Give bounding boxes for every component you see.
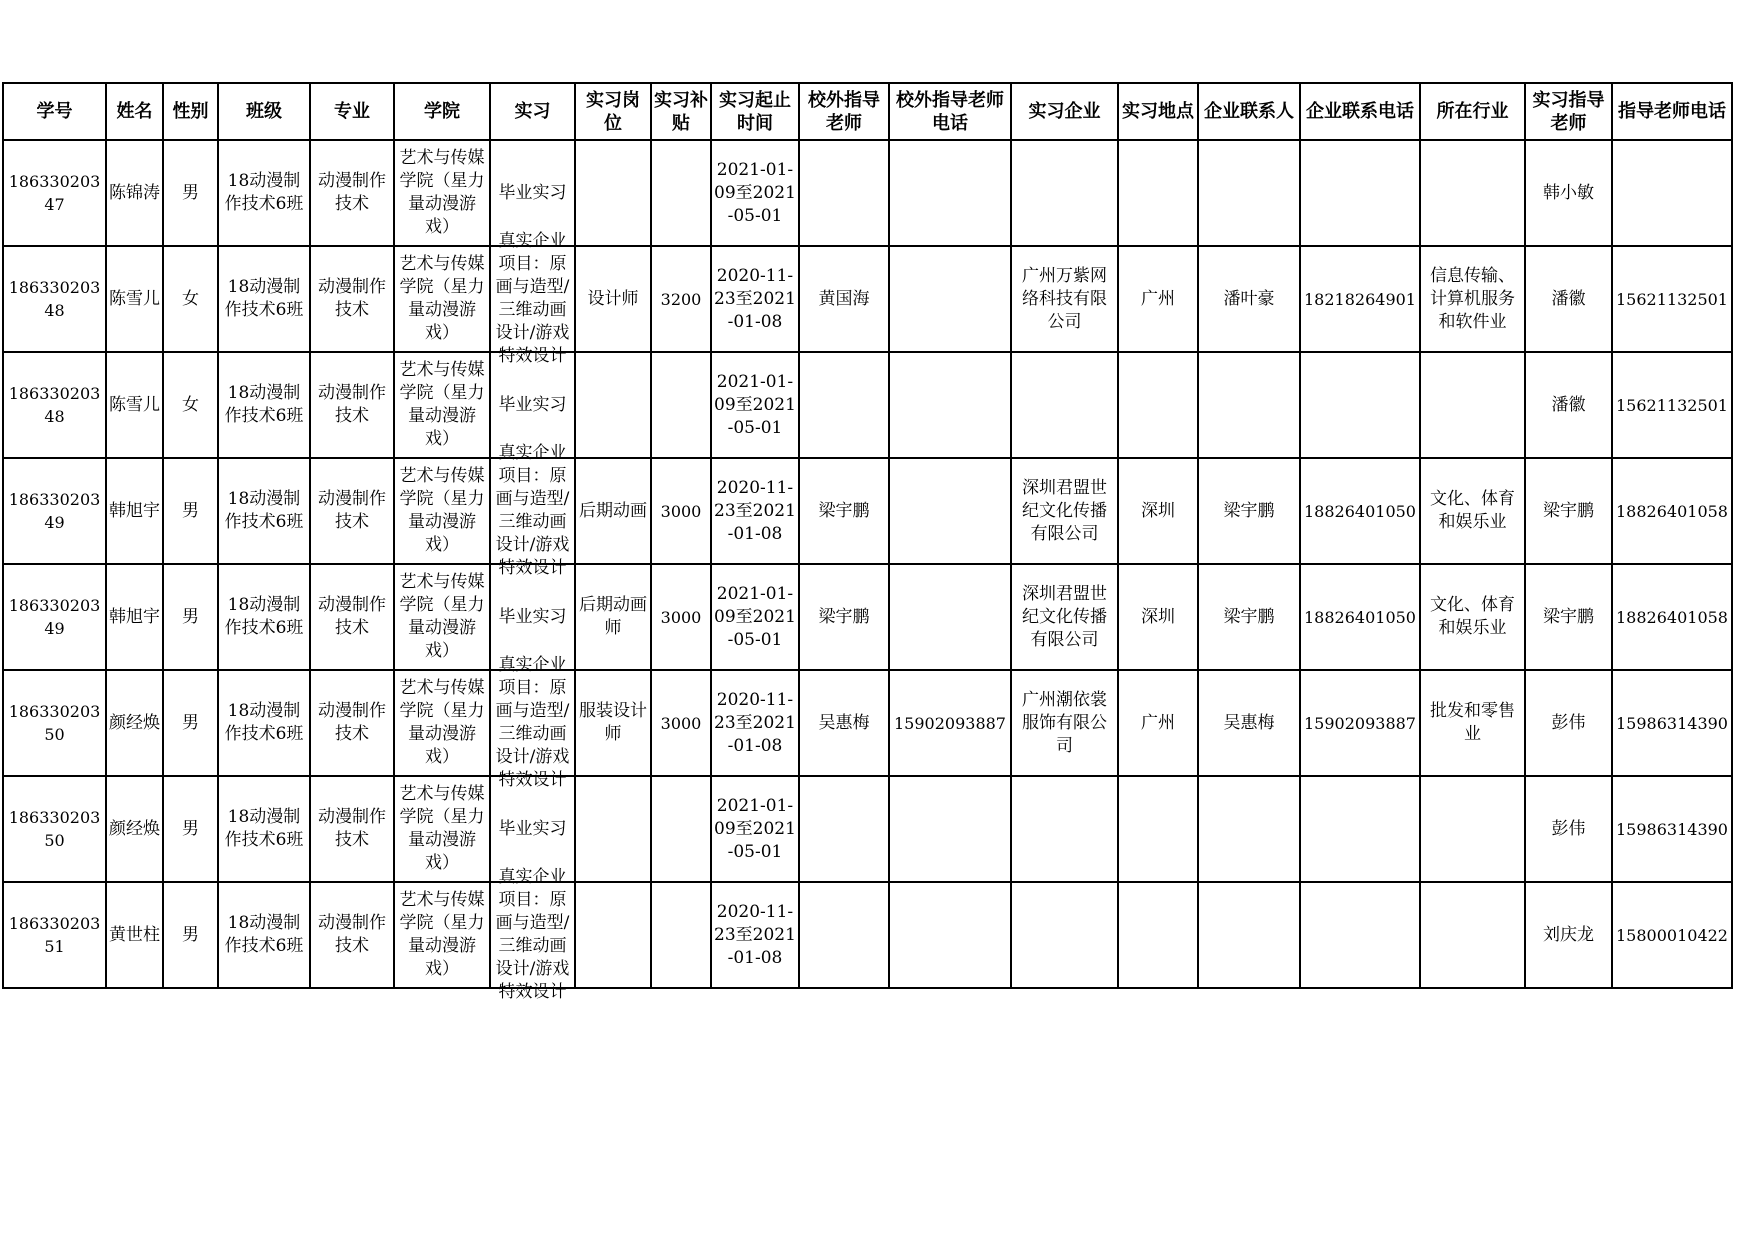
cell-text: 15621132501 [1616,289,1728,309]
cell-company-contact [1198,246,1300,352]
cell-text: 信息传输、计算机服务和软件业 [1430,265,1515,332]
cell-text: 3000 [660,607,702,627]
cell-subsidy [651,246,711,352]
cell-text: 3000 [660,713,702,733]
cell-text: 毕业实习 [498,182,567,203]
cell-text: 艺术与传媒学院（星力量动漫游戏） [399,148,485,237]
cell-period [711,140,799,246]
cell-text: 15902093887 [894,713,1006,733]
cell-class [218,882,310,988]
cell-text: 颜经焕 [109,712,160,733]
cell-college [394,776,490,882]
cell-text: 2020-11-23至2021-01-08 [714,689,796,756]
cell-external-mentor [799,882,889,988]
cell-gender [163,882,218,988]
cell-text: 女 [182,288,199,309]
cell-external-mentor-phone [889,882,1011,988]
cell-subsidy [651,776,711,882]
cell-internship [490,231,575,366]
header-name: 姓名 [106,83,163,140]
cell-major [310,458,394,564]
cell-external-mentor-phone [889,140,1011,246]
cell-student-id [3,140,106,246]
cell-period [711,246,799,352]
cell-company [1011,352,1118,458]
cell-text: 吴惠梅 [1223,712,1275,733]
cell-text: 15902093887 [1304,713,1416,733]
cell-external-mentor-phone [889,352,1011,458]
cell-name [106,882,163,988]
cell-text: 毕业实习 [498,818,567,839]
cell-company-phone [1300,776,1420,882]
cell-external-mentor-phone [889,458,1011,564]
header-subsidy: 实习补贴 [651,83,711,140]
cell-college [394,458,490,564]
header-mentor: 实习指导老师 [1525,83,1612,140]
header-company-contact: 企业联系人 [1198,83,1300,140]
cell-text: 动漫制作技术 [318,595,386,638]
cell-text: 潘叶豪 [1223,288,1275,309]
cell-text: 黄世柱 [109,924,160,945]
cell-text: 梁宇鹏 [1223,606,1275,627]
cell-major [310,352,394,458]
cell-text: 梁宇鹏 [1543,606,1594,627]
cell-text: 18动漫制作技术6班 [224,171,304,214]
cell-text: 18动漫制作技术6班 [224,489,304,532]
cell-major [310,882,394,988]
cell-mentor [1525,564,1612,670]
cell-mentor [1525,776,1612,882]
cell-class [218,670,310,776]
cell-text: 18633020351 [8,914,101,956]
cell-text: 服装设计师 [579,701,647,744]
cell-major [310,670,394,776]
cell-class [218,458,310,564]
cell-subsidy [651,670,711,776]
cell-industry [1420,776,1525,882]
cell-company-contact [1198,564,1300,670]
cell-company-phone [1300,882,1420,988]
cell-text: 18633020349 [8,490,101,532]
cell-text: 黄国海 [818,288,870,309]
cell-text: 彭伟 [1551,818,1586,839]
cell-position [575,564,651,670]
cell-mentor-phone [1612,776,1732,882]
cell-subsidy [651,140,711,246]
cell-industry [1420,458,1525,564]
cell-text: 18633020350 [8,808,101,850]
cell-name [106,776,163,882]
cell-gender [163,564,218,670]
cell-student-id [3,564,106,670]
cell-text: 潘徽 [1551,394,1586,415]
cell-location [1118,670,1198,776]
cell-text: 男 [182,712,199,733]
cell-position [575,776,651,882]
cell-name [106,564,163,670]
table-row [3,776,1732,882]
cell-text: 颜经焕 [109,818,160,839]
cell-text: 18633020350 [8,702,101,744]
cell-gender [163,776,218,882]
cell-text: 2021-01-09至2021-05-01 [714,583,796,650]
cell-position [575,670,651,776]
cell-text: 深圳 [1141,606,1175,627]
cell-student-id [3,776,106,882]
cell-text: 韩旭宇 [109,500,160,521]
cell-text: 男 [182,924,199,945]
cell-location [1118,246,1198,352]
cell-location [1118,352,1198,458]
cell-industry [1420,564,1525,670]
cell-text: 男 [182,606,199,627]
cell-text: 动漫制作技术 [318,807,386,850]
cell-subsidy [651,564,711,670]
cell-text: 18动漫制作技术6班 [224,595,304,638]
header-industry: 所在行业 [1420,83,1525,140]
cell-college [394,882,490,988]
cell-text: 2020-11-23至2021-01-08 [714,901,796,968]
cell-external-mentor [799,140,889,246]
cell-text: 动漫制作技术 [318,489,386,532]
cell-gender [163,246,218,352]
cell-industry [1420,140,1525,246]
cell-period [711,564,799,670]
cell-text: 艺术与传媒学院（星力量动漫游戏） [399,678,485,767]
header-row [3,83,1732,140]
cell-major [310,246,394,352]
cell-position [575,246,651,352]
cell-subsidy [651,882,711,988]
cell-text: 男 [182,182,199,203]
cell-external-mentor-phone [889,776,1011,882]
cell-text: 动漫制作技术 [318,913,386,956]
internship-table [2,82,1733,1002]
table-row [3,352,1732,458]
cell-college [394,246,490,352]
cell-company [1011,670,1118,776]
cell-text: 韩旭宇 [109,606,160,627]
cell-text: 女 [182,394,199,415]
cell-internship [490,655,575,790]
cell-major [310,564,394,670]
cell-class [218,776,310,882]
cell-class [218,246,310,352]
header-external-mentor: 校外指导老师 [799,83,889,140]
table-row [3,140,1732,246]
cell-college [394,564,490,670]
cell-text: 18633020348 [8,278,101,320]
table-row [3,882,1732,988]
cell-text: 3200 [660,289,702,309]
cell-industry [1420,670,1525,776]
cell-text: 18动漫制作技术6班 [224,701,304,744]
cell-text: 18826401058 [1616,501,1728,521]
cell-text: 15800010422 [1616,925,1728,945]
cell-period [711,352,799,458]
cell-text: 吴惠梅 [818,712,870,733]
cell-company-phone [1300,458,1420,564]
header-gender: 性别 [163,83,218,140]
table-row [3,670,1732,776]
cell-position [575,458,651,564]
cell-name [106,670,163,776]
cell-text: 刘庆龙 [1543,924,1594,945]
cell-text: 深圳君盟世纪文化传播有限公司 [1022,477,1107,544]
cell-text: 18826401050 [1304,607,1416,627]
cell-text: 深圳君盟世纪文化传播有限公司 [1022,583,1107,650]
cell-mentor [1525,670,1612,776]
cell-text: 2020-11-23至2021-01-08 [714,477,796,544]
cell-text: 18633020347 [8,172,101,214]
cell-external-mentor [799,352,889,458]
cell-text: 文化、体育和娱乐业 [1430,489,1515,532]
cell-text: 真实企业项目：原画与造型/三维动画设计/游戏特效设计 [495,867,570,1002]
header-major: 专业 [310,83,394,140]
cell-external-mentor [799,564,889,670]
cell-company [1011,776,1118,882]
cell-class [218,352,310,458]
cell-mentor [1525,352,1612,458]
cell-gender [163,352,218,458]
cell-name [106,140,163,246]
cell-internship [490,443,575,578]
cell-class [218,564,310,670]
cell-external-mentor-phone [889,246,1011,352]
cell-text: 15621132501 [1616,395,1728,415]
cell-text: 梁宇鹏 [1223,500,1275,521]
cell-text: 梁宇鹏 [1543,500,1594,521]
cell-major [310,140,394,246]
cell-text: 动漫制作技术 [318,701,386,744]
cell-company-contact [1198,670,1300,776]
cell-mentor [1525,882,1612,988]
cell-text: 3000 [660,501,702,521]
cell-text: 15986314390 [1616,713,1728,733]
cell-external-mentor-phone [889,670,1011,776]
cell-company-phone [1300,246,1420,352]
cell-position [575,882,651,988]
cell-text: 18动漫制作技术6班 [224,277,304,320]
cell-text: 18动漫制作技术6班 [224,807,304,850]
cell-location [1118,882,1198,988]
cell-text: 2021-01-09至2021-05-01 [714,159,796,226]
cell-company-contact [1198,140,1300,246]
cell-text: 陈雪儿 [109,394,160,415]
cell-company-phone [1300,140,1420,246]
cell-text: 彭伟 [1551,712,1586,733]
cell-subsidy [651,352,711,458]
cell-text: 艺术与传媒学院（星力量动漫游戏） [399,572,485,661]
cell-text: 广州 [1141,712,1175,733]
cell-text: 艺术与传媒学院（星力量动漫游戏） [399,254,485,343]
table-row [3,564,1732,670]
cell-location [1118,564,1198,670]
table-row [3,458,1732,564]
table-row [3,246,1732,352]
cell-college [394,140,490,246]
cell-gender [163,670,218,776]
cell-company [1011,564,1118,670]
cell-text: 文化、体育和娱乐业 [1430,595,1515,638]
header-internship: 实习 [490,83,575,140]
cell-mentor-phone [1612,246,1732,352]
cell-text: 动漫制作技术 [318,383,386,426]
cell-text: 艺术与传媒学院（星力量动漫游戏） [399,784,485,873]
cell-mentor [1525,246,1612,352]
cell-company [1011,140,1118,246]
cell-mentor-phone [1612,564,1732,670]
cell-company-contact [1198,882,1300,988]
cell-text: 真实企业项目：原画与造型/三维动画设计/游戏特效设计 [495,443,570,578]
cell-text: 15986314390 [1616,819,1728,839]
cell-location [1118,458,1198,564]
cell-location [1118,140,1198,246]
cell-text: 艺术与传媒学院（星力量动漫游戏） [399,360,485,449]
cell-company [1011,882,1118,988]
cell-text: 艺术与传媒学院（星力量动漫游戏） [399,466,485,555]
cell-industry [1420,352,1525,458]
header-location: 实习地点 [1118,83,1198,140]
cell-name [106,352,163,458]
cell-text: 批发和零售业 [1430,701,1515,744]
cell-text: 18动漫制作技术6班 [224,383,304,426]
cell-text: 广州万紫网络科技有限公司 [1022,265,1107,332]
cell-text: 真实企业项目：原画与造型/三维动画设计/游戏特效设计 [495,655,570,790]
cell-text: 陈锦涛 [109,182,160,203]
cell-text: 设计师 [587,288,639,309]
cell-location [1118,776,1198,882]
cell-gender [163,458,218,564]
cell-text: 毕业实习 [498,394,567,415]
cell-student-id [3,246,106,352]
cell-text: 18826401050 [1304,501,1416,521]
cell-college [394,352,490,458]
cell-position [575,352,651,458]
cell-mentor-phone [1612,670,1732,776]
cell-external-mentor [799,776,889,882]
cell-external-mentor-phone [889,564,1011,670]
cell-mentor [1525,140,1612,246]
cell-company-contact [1198,776,1300,882]
cell-text: 广州 [1141,288,1175,309]
cell-name [106,246,163,352]
cell-text: 韩小敏 [1543,182,1594,203]
cell-period [711,670,799,776]
header-student-id: 学号 [3,83,106,140]
cell-subsidy [651,458,711,564]
cell-text: 梁宇鹏 [818,606,870,627]
cell-mentor-phone [1612,882,1732,988]
cell-internship [490,867,575,1002]
cell-text: 18动漫制作技术6班 [224,913,304,956]
cell-text: 18826401058 [1616,607,1728,627]
cell-student-id [3,458,106,564]
cell-mentor [1525,458,1612,564]
cell-text: 毕业实习 [498,606,567,627]
cell-company-contact [1198,458,1300,564]
header-position: 实习岗位 [575,83,651,140]
cell-text: 2021-01-09至2021-05-01 [714,371,796,438]
cell-text: 18633020348 [8,384,101,426]
cell-student-id [3,882,106,988]
cell-external-mentor [799,458,889,564]
cell-text: 深圳 [1141,500,1175,521]
cell-text: 动漫制作技术 [318,171,386,214]
cell-text: 2021-01-09至2021-05-01 [714,795,796,862]
cell-period [711,458,799,564]
cell-industry [1420,882,1525,988]
header-class: 班级 [218,83,310,140]
cell-student-id [3,352,106,458]
cell-text: 18218264901 [1304,289,1416,309]
cell-text: 后期动画师 [579,595,647,638]
header-company: 实习企业 [1011,83,1118,140]
cell-college [394,670,490,776]
cell-company-contact [1198,352,1300,458]
cell-text: 真实企业项目：原画与造型/三维动画设计/游戏特效设计 [495,231,570,366]
cell-mentor-phone [1612,140,1732,246]
cell-text: 男 [182,500,199,521]
cell-student-id [3,670,106,776]
cell-text: 后期动画 [579,500,647,521]
cell-company-phone [1300,670,1420,776]
cell-company-phone [1300,564,1420,670]
cell-company [1011,246,1118,352]
header-period: 实习起止时间 [711,83,799,140]
header-college: 学院 [394,83,490,140]
cell-position [575,140,651,246]
cell-company [1011,458,1118,564]
cell-text: 潘徽 [1551,288,1586,309]
cell-text: 陈雪儿 [109,288,160,309]
cell-gender [163,140,218,246]
cell-text: 2020-11-23至2021-01-08 [714,265,796,332]
cell-mentor-phone [1612,458,1732,564]
cell-mentor-phone [1612,352,1732,458]
cell-text: 艺术与传媒学院（星力量动漫游戏） [399,890,485,979]
cell-major [310,776,394,882]
cell-text: 18633020349 [8,596,101,638]
cell-company-phone [1300,352,1420,458]
cell-class [218,140,310,246]
cell-period [711,882,799,988]
cell-text: 动漫制作技术 [318,277,386,320]
header-company-phone: 企业联系电话 [1300,83,1420,140]
cell-text: 梁宇鹏 [818,500,870,521]
cell-period [711,776,799,882]
cell-external-mentor [799,670,889,776]
cell-name [106,458,163,564]
header-external-mentor-phone: 校外指导老师电话 [889,83,1011,140]
cell-text: 广州潮依裳服饰有限公司 [1022,689,1107,756]
cell-industry [1420,246,1525,352]
header-mentor-phone: 指导老师电话 [1612,83,1732,140]
cell-text: 男 [182,818,199,839]
cell-external-mentor [799,246,889,352]
